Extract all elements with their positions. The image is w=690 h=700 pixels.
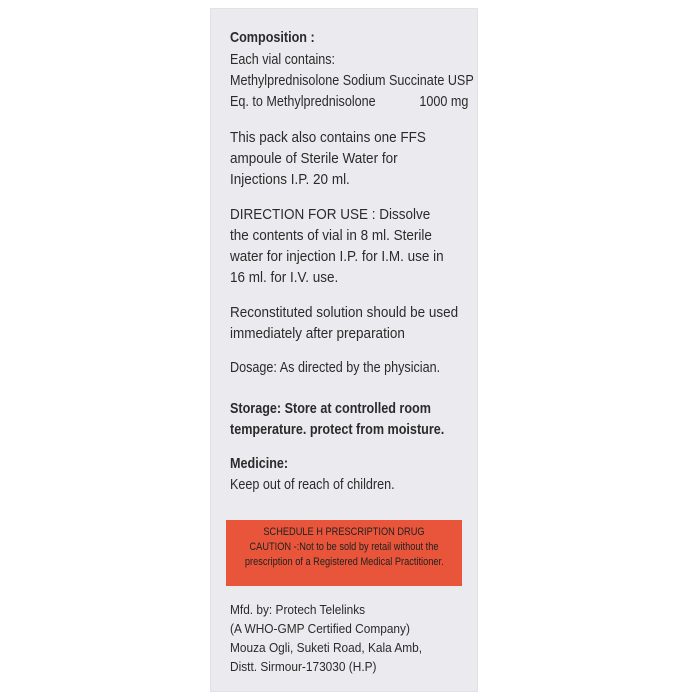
composition-heading: Composition : [230, 29, 315, 46]
manufacturer-line: (A WHO-GMP Certified Company) [230, 622, 410, 636]
direction-line: 16 ml. for I.V. use. [230, 269, 339, 286]
pack-contents-line: ampoule of Sterile Water for [230, 150, 398, 167]
schedule-line: SCHEDULE H PRESCRIPTION DRUG [263, 526, 425, 538]
storage-line: temperature. protect from moisture. [230, 421, 445, 438]
dose-value: 1000 mg [418, 93, 468, 110]
reconstitution-line: immediately after preparation [230, 325, 405, 342]
direction-line: water for injection I.P. for I.M. use in [230, 248, 444, 265]
carton-panel [210, 8, 478, 692]
manufacturer-line: Distt. Sirmour-173030 (H.P) [230, 660, 377, 674]
schedule-line: CAUTION -:Not to be sold by retail without the [249, 541, 439, 553]
schedule-line: prescription of a Registered Medical Practitioner. [244, 556, 444, 568]
direction-line: DIRECTION FOR USE : Dissolve [230, 206, 431, 223]
dosage-line: Dosage: As directed by the physician. [230, 359, 441, 376]
vial-contents-line: Each vial contains: [230, 51, 336, 68]
storage-line: Storage: Store at controlled room [230, 400, 431, 417]
manufacturer-line: Mfd. by: Protech Telelinks [230, 603, 366, 617]
child-warning: Keep out of reach of children. [230, 476, 395, 493]
reconstitution-line: Reconstituted solution should be used [230, 304, 459, 321]
pack-contents-line: Injections I.P. 20 ml. [230, 171, 350, 188]
equivalent-label: Eq. to Methylprednisolone [230, 93, 376, 110]
pack-contents-line: This pack also contains one FFS [230, 129, 426, 146]
manufacturer-line: Mouza Ogli, Suketi Road, Kala Amb, [230, 641, 423, 655]
medicine-heading: Medicine: [230, 455, 289, 472]
active-ingredient: Methylprednisolone Sodium Succinate USP [230, 72, 474, 89]
direction-line: the contents of vial in 8 ml. Sterile [230, 227, 432, 244]
schedule-h-warning-box [226, 520, 462, 586]
